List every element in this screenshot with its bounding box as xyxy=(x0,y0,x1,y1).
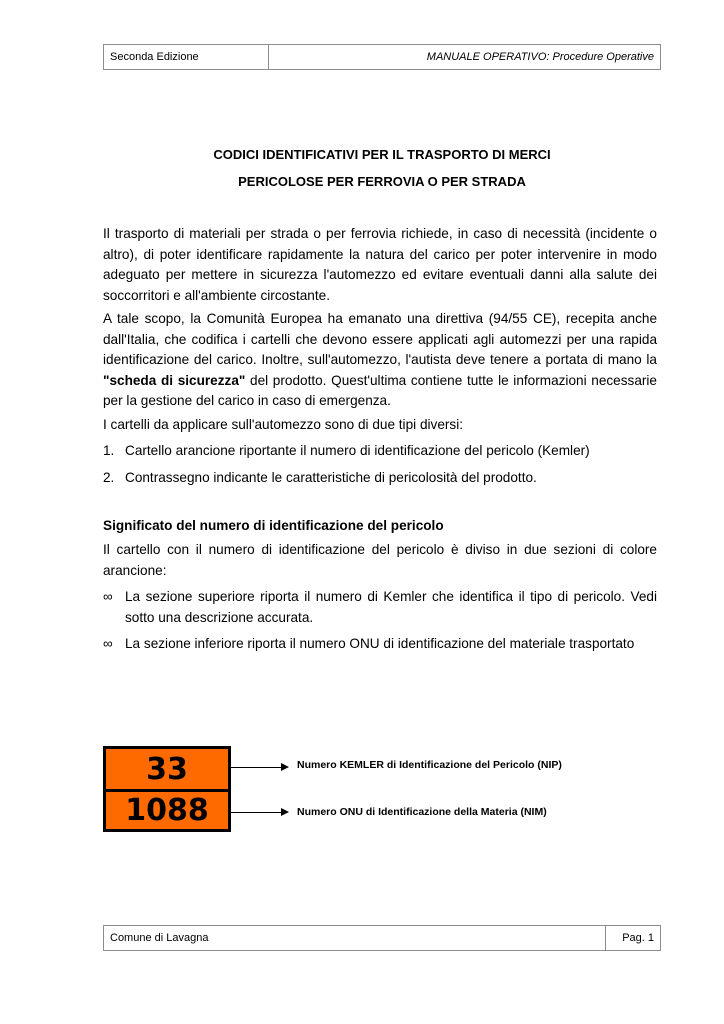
page-footer xyxy=(103,925,661,951)
infinity-bullet-icon: ∞ xyxy=(103,636,113,651)
section-heading: Significato del numero di identificazione del pericolo xyxy=(103,518,444,533)
infinity-bullet-icon: ∞ xyxy=(103,589,113,604)
onu-number: 1088 xyxy=(125,793,209,828)
header-manual-title: MANUALE OPERATIVO: Procedure Operative xyxy=(426,51,654,63)
paragraph-directive xyxy=(103,309,657,412)
section-intro: Il cartello con il numero di identificazione del pericolo è diviso in due sezioni di colore arancione: xyxy=(103,542,657,578)
paragraph-directive-text-b: del prodotto. Quest'ultima contiene tutte le informazioni necessarie per la gestione del carico in caso di emergenza. xyxy=(103,372,657,408)
onu-arrow-head xyxy=(281,808,289,816)
list-item-number: 2. xyxy=(103,470,115,485)
bullet-text: La sezione superiore riporta il numero di Kemler che identifica il tipo di pericolo. Vedi sotto una descrizione accurata. xyxy=(125,589,657,625)
footer-organization: Comune di Lavagna xyxy=(110,932,209,944)
safety-sheet-term: "scheda di sicurezza" xyxy=(103,372,246,388)
list-item-number: 1. xyxy=(103,443,115,458)
onu-arrow xyxy=(231,812,281,813)
document-title-line-1: CODICI IDENTIFICATIVI PER IL TRASPORTO DI MERCI xyxy=(213,147,551,162)
onu-label: Numero ONU di Identificazione della Materia (NIM) xyxy=(297,806,547,818)
paragraph-directive-text-a: A tale scopo, la Comunità Europea ha emanato una direttiva (94/55 CE), recepita anche dall'Italia, che codifica i cartelli che devono essere applicati agli automezzi per una rapida identificazione del carico. Inoltre, sull'automezzo, l'autista deve tenere a portata di mano la xyxy=(103,311,657,367)
kemler-arrow xyxy=(231,767,281,768)
paragraph-intro: Il trasporto di materiali per strada o per ferrovia richiede, in caso di necessità (incidente o altro), di poter identificare rapidamente la natura del carico per poter intervenire in modo adeguato per mettere in sicurezza l'automezzo ed evitare eventuali danni alla salute dei soccorritori e all'ambiente circostante. xyxy=(103,226,657,303)
hazard-plate xyxy=(103,746,231,832)
kemler-number: 33 xyxy=(106,751,228,792)
list-item-text: Cartello arancione riportante il numero di identificazione del pericolo (Kemler) xyxy=(125,443,590,458)
document-title-line-2: PERICOLOSE PER FERROVIA O PER STRADA xyxy=(238,174,526,189)
page-number: Pag. 1 xyxy=(605,926,660,950)
list-item-text: Contrassegno indicante le caratteristiche di pericolosità del prodotto. xyxy=(125,470,537,485)
paragraph-plate-types: I cartelli da applicare sull'automezzo sono di due tipi diversi: xyxy=(103,417,463,432)
kemler-label: Numero KEMLER di Identificazione del Pericolo (NIP) xyxy=(297,759,562,771)
bullet-text: La sezione inferiore riporta il numero ONU di identificazione del materiale trasportato xyxy=(125,636,635,651)
header-edition: Seconda Edizione xyxy=(104,45,269,69)
page-header xyxy=(103,44,661,70)
kemler-arrow-head xyxy=(281,763,289,771)
